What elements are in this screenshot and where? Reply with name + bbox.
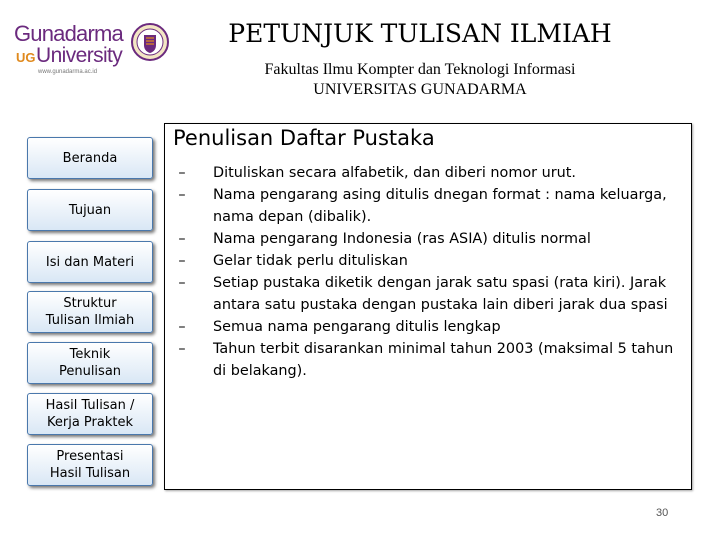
nav-button-tujuan[interactable] xyxy=(27,189,153,231)
list-item-text: Semua nama pengarang ditulis lengkap xyxy=(213,319,501,335)
page-number: 30 xyxy=(656,507,669,519)
nav-button-isi-dan-materi[interactable] xyxy=(27,241,153,283)
list-item xyxy=(171,316,689,338)
list-item xyxy=(171,228,689,250)
list-item-text: Tahun terbit disarankan minimal tahun 2003 (maksimal 5 tahun di belakang). xyxy=(213,341,674,379)
logo-wordmark-top: Gunadarma xyxy=(14,21,123,46)
nav-button-label: Hasil Tulisan / Kerja Praktek xyxy=(45,398,135,430)
bullet-dash: – xyxy=(178,341,186,357)
list-item xyxy=(171,272,689,316)
page-title: PETUNJUK TULISAN ILMIAH xyxy=(228,19,612,48)
bullet-dash: – xyxy=(178,253,186,269)
content-title: Penulisan Daftar Pustaka xyxy=(173,126,435,150)
list-item-text: Nama pengarang Indonesia (ras ASIA) ditulis normal xyxy=(213,231,591,247)
nav-button-label: Beranda xyxy=(62,150,118,166)
nav-button-hasil-tulisan[interactable] xyxy=(27,393,153,435)
nav-button-presentasi-hasil-tulisan[interactable] xyxy=(27,444,153,486)
nav-button-label: Struktur Tulisan Ilmiah xyxy=(45,296,135,328)
nav-button-label: Presentasi Hasil Tulisan xyxy=(49,449,131,481)
faculty-subtitle: Fakultas Ilmu Kompter dan Teknologi Informasi xyxy=(264,61,576,78)
list-item xyxy=(171,184,689,228)
list-item xyxy=(171,162,689,184)
logo-wordmark-bottom: University xyxy=(36,44,123,67)
content-panel xyxy=(164,123,692,490)
list-item-text: Setiap pustaka diketik dengan jarak satu spasi (rata kiri). Jarak antara satu pustaka dengan pustaka lain diberi jarak dua spasi xyxy=(213,275,668,313)
university-subtitle: UNIVERSITAS GUNADARMA xyxy=(313,81,527,98)
nav-button-label: Isi dan Materi xyxy=(45,254,135,270)
nav-button-label: Tujuan xyxy=(68,202,112,218)
logo-badge: UG xyxy=(16,50,36,65)
bullet-dash: – xyxy=(178,231,186,247)
list-item-text: Dituliskan secara alfabetik, dan diberi nomor urut. xyxy=(213,165,577,181)
bullet-dash: – xyxy=(178,187,186,203)
list-item-text: Gelar tidak perlu dituliskan xyxy=(213,253,408,269)
bullet-dash: – xyxy=(178,319,186,335)
list-item xyxy=(171,338,689,382)
list-item xyxy=(171,250,689,272)
university-seal-icon xyxy=(130,22,170,62)
nav-button-struktur-tulisan-ilmiah[interactable] xyxy=(27,291,153,333)
nav-button-label: Teknik Penulisan xyxy=(58,347,122,379)
bullet-dash: – xyxy=(178,165,186,181)
university-logo xyxy=(14,22,164,78)
list-item-text: Nama pengarang asing ditulis dnegan format : nama keluarga, nama depan (dibalik). xyxy=(213,187,667,225)
nav-button-beranda[interactable] xyxy=(27,137,153,179)
logo-url: www.gunadarma.ac.id xyxy=(38,69,98,75)
nav-button-teknik-penulisan[interactable] xyxy=(27,342,153,384)
bullet-list xyxy=(171,162,689,382)
bullet-dash: – xyxy=(178,275,186,291)
